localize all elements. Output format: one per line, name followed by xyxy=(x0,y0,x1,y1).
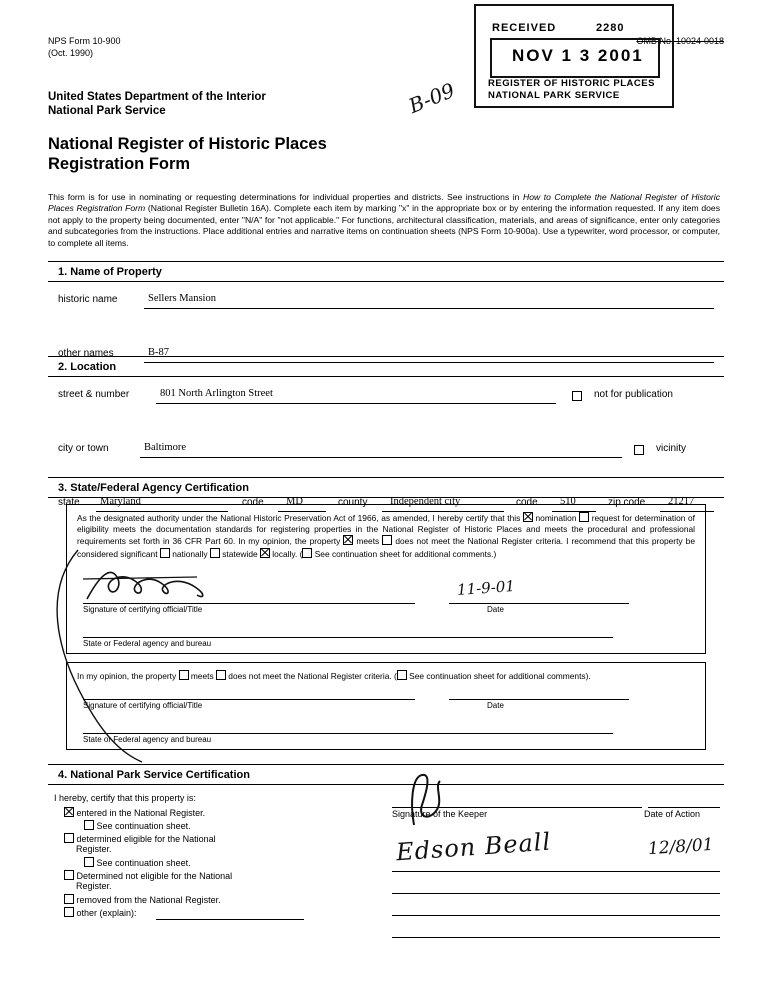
not-for-publication-label: not for publication xyxy=(594,389,673,401)
option-entered[interactable] xyxy=(64,807,205,819)
stamp-date: NOV 1 3 2001 xyxy=(512,46,644,65)
not-eligible-checkbox[interactable] xyxy=(64,870,74,880)
option-removed[interactable] xyxy=(64,894,221,906)
county-label: county xyxy=(338,497,368,509)
nomination-checkbox[interactable] xyxy=(523,512,533,522)
option-other[interactable] xyxy=(64,907,137,919)
cert2-text-b: meets xyxy=(188,671,216,682)
continuation-1-checkbox[interactable] xyxy=(84,820,94,830)
date-caption-2: Date xyxy=(487,701,504,711)
other-names-underline xyxy=(144,362,714,363)
section-4-heading: 4. National Park Service Certification xyxy=(48,765,724,785)
other-names-label: other names xyxy=(58,348,114,360)
option-register-1-label: Register. xyxy=(76,844,112,855)
action-date-line[interactable] xyxy=(648,807,720,808)
agency-line-2: National Park Service xyxy=(48,105,166,117)
cert-text-d: meets xyxy=(353,536,383,547)
nps-cert-intro: I hereby, certify that this property is: xyxy=(54,793,196,804)
street-label: street & number xyxy=(58,389,130,401)
page-title xyxy=(48,134,724,174)
city-value[interactable]: Baltimore xyxy=(144,442,186,454)
cert-text-b: nomination xyxy=(532,513,580,524)
county-code-value[interactable]: 510 xyxy=(560,496,576,508)
keeper-caption: Signature of the Keeper xyxy=(392,809,488,820)
other-names-value[interactable]: B-87 xyxy=(148,347,169,359)
instructions-part-1: This form is for use in nominating or requesting determinations for individual properties and districts. See instructions in xyxy=(48,192,523,202)
historic-name-row xyxy=(48,290,724,316)
option-determined-eligible-label: determined eligible for the National xyxy=(76,834,216,845)
action-date-handwriting: 12/8/01 xyxy=(647,834,715,860)
option-removed-label: removed from the National Register. xyxy=(76,895,221,906)
received-stamp xyxy=(474,4,674,108)
section-3-heading: 3. State/Federal Agency Certification xyxy=(48,478,724,498)
state-label: state xyxy=(58,497,80,509)
signature-caption-2: Signature of certifying official/Title xyxy=(83,701,203,711)
cert2-text-d: See continuation sheet for additional comments). xyxy=(406,671,591,682)
city-label: city or town xyxy=(58,443,109,455)
zip-label: zip code xyxy=(608,497,646,509)
cert2-text-a: In my opinion, the property xyxy=(77,671,179,682)
page-title-line-2: Registration Form xyxy=(48,155,191,173)
keeper-signature-handwriting: Edson Beall xyxy=(395,827,553,867)
option-continuation-1[interactable] xyxy=(84,820,191,832)
date-line-2[interactable] xyxy=(449,699,629,700)
other-checkbox[interactable] xyxy=(64,907,74,917)
state-value[interactable]: Maryland xyxy=(100,496,141,508)
see-continuation2-checkbox[interactable] xyxy=(397,670,407,680)
other-names-row xyxy=(48,344,724,370)
date-caption-1: Date xyxy=(487,605,504,615)
form-date-text: (Oct. 1990) xyxy=(48,47,94,58)
see-continuation-checkbox[interactable] xyxy=(302,548,312,558)
city-underline xyxy=(140,457,622,458)
historic-name-value[interactable]: Sellers Mansion xyxy=(148,293,216,305)
option-register-2-label: Register. xyxy=(76,881,112,892)
date-line-1[interactable] xyxy=(449,603,629,604)
form-instructions xyxy=(48,192,720,249)
stamp-line-2: NATIONAL PARK SERVICE xyxy=(488,90,620,101)
cert-text-a: As the designated authority under the National Historic Preservation Act of 1966, as amended, I hereby certify that this xyxy=(77,513,523,524)
historic-name-underline xyxy=(144,308,714,309)
vicinity-label: vicinity xyxy=(656,443,687,455)
county-value[interactable]: Independent city xyxy=(390,496,461,508)
option-continuation-1-label: See continuation sheet. xyxy=(96,821,191,832)
statewide-checkbox[interactable] xyxy=(210,548,220,558)
option-continuation-2-label: See continuation sheet. xyxy=(96,858,191,869)
option-other-label: other (explain): xyxy=(76,908,137,919)
street-value[interactable]: 801 North Arlington Street xyxy=(160,388,273,400)
instructions-part-2: (National Register Bulletin 16A). Complete each item by marking "x" in the appropriate box or by entering the information requested. If any item does not apply to the property being documented, enter "N/A" for "not applicable." For functions, architectural classification, materials, and areas of significance, enter only categories and subcategories from the instructions. Place additional entries and narrative items on continuation sheets (NPS Form 10-900a). Use a typewriter, word processor, or computer, to complete all items. xyxy=(48,203,721,248)
keeper-flourish xyxy=(384,771,474,831)
section-4-body xyxy=(48,785,724,985)
stamp-received-number: 2280 xyxy=(596,22,625,34)
agency-bureau-caption-1: State or Federal agency and bureau xyxy=(83,639,212,649)
stamp-date-box xyxy=(490,38,660,78)
cert-text-e: does not meet the National Register criteria. I recommend that this property be considered significant xyxy=(77,536,695,559)
option-not-eligible-label: Determined not eligible for the National xyxy=(76,871,233,882)
stray-pen-stroke xyxy=(40,540,180,770)
not-for-publication-checkbox[interactable] xyxy=(572,391,582,401)
stamp-received-label: RECEIVED xyxy=(492,22,557,34)
keeper-line-2[interactable] xyxy=(392,871,720,872)
determined-eligible-checkbox[interactable] xyxy=(64,833,74,843)
handwritten-date-1: 11-9-01 xyxy=(456,577,516,600)
meets-checkbox[interactable] xyxy=(343,535,353,545)
stamp-line-1: REGISTER OF HISTORIC PLACES xyxy=(488,78,655,89)
cert-text-h: locally. ( xyxy=(269,548,303,559)
instructions-italic: How to Complete the National Register of Historic Places Registration Form xyxy=(48,192,720,214)
keeper-line-4[interactable] xyxy=(392,915,720,916)
agency-bureau-caption-2: State or Federal agency and bureau xyxy=(83,735,212,745)
zip-value[interactable]: 21217 xyxy=(668,496,695,508)
option-continuation-2[interactable] xyxy=(84,857,191,869)
vicinity-checkbox[interactable] xyxy=(634,445,644,455)
cert2-text-c: does not meet the National Register criteria. ( xyxy=(225,671,397,682)
keeper-line-5[interactable] xyxy=(392,937,720,938)
removed-checkbox[interactable] xyxy=(64,894,74,904)
continuation-2-checkbox[interactable] xyxy=(84,857,94,867)
cert-text-c: request for determination of eligibility meets the documentation standards for registering properties in the National Register of Historic Places and meets the procedural and professional requirements set forth in 36 CFR Part 60. In my opinion, the property xyxy=(77,513,695,547)
option-entered-label: entered in the National Register. xyxy=(76,808,206,819)
agency-line-1: United States Department of the Interior xyxy=(48,91,266,103)
handwritten-catalog-number: B-09 xyxy=(405,78,459,118)
section-2-heading: 2. Location xyxy=(48,357,724,377)
historic-name-label: historic name xyxy=(58,294,118,306)
cert-text-g: statewide xyxy=(219,548,260,559)
action-date-caption: Date of Action xyxy=(644,809,701,820)
state-code-label: code xyxy=(242,497,264,509)
city-row xyxy=(48,439,724,465)
request-determination-checkbox[interactable] xyxy=(579,512,589,522)
state-code-value[interactable]: MD xyxy=(286,496,303,508)
entered-checkbox[interactable] xyxy=(64,807,74,817)
section-1-fields xyxy=(48,282,724,360)
omb-number-text: OMB No. 10024-0018 xyxy=(636,36,724,46)
cert-text-i: See continuation sheet for additional comments.) xyxy=(312,548,497,559)
county-code-label: code xyxy=(516,497,538,509)
street-row xyxy=(48,385,724,411)
signature-caption-1: Signature of certifying official/Title xyxy=(83,605,203,615)
locally-checkbox[interactable] xyxy=(260,548,270,558)
section-1-heading: 1. Name of Property xyxy=(48,262,724,282)
does-not-meet-checkbox[interactable] xyxy=(382,535,392,545)
meets2-checkbox[interactable] xyxy=(179,670,189,680)
page-title-line-1: National Register of Historic Places xyxy=(48,135,327,153)
does-not-meet2-checkbox[interactable] xyxy=(216,670,226,680)
cert-text-f: nationally xyxy=(169,548,210,559)
keeper-line-3[interactable] xyxy=(392,893,720,894)
other-explain-underline[interactable] xyxy=(156,919,304,920)
street-underline xyxy=(156,403,556,404)
form-number-text: NPS Form 10-900 xyxy=(48,36,121,46)
form-content xyxy=(48,36,724,985)
